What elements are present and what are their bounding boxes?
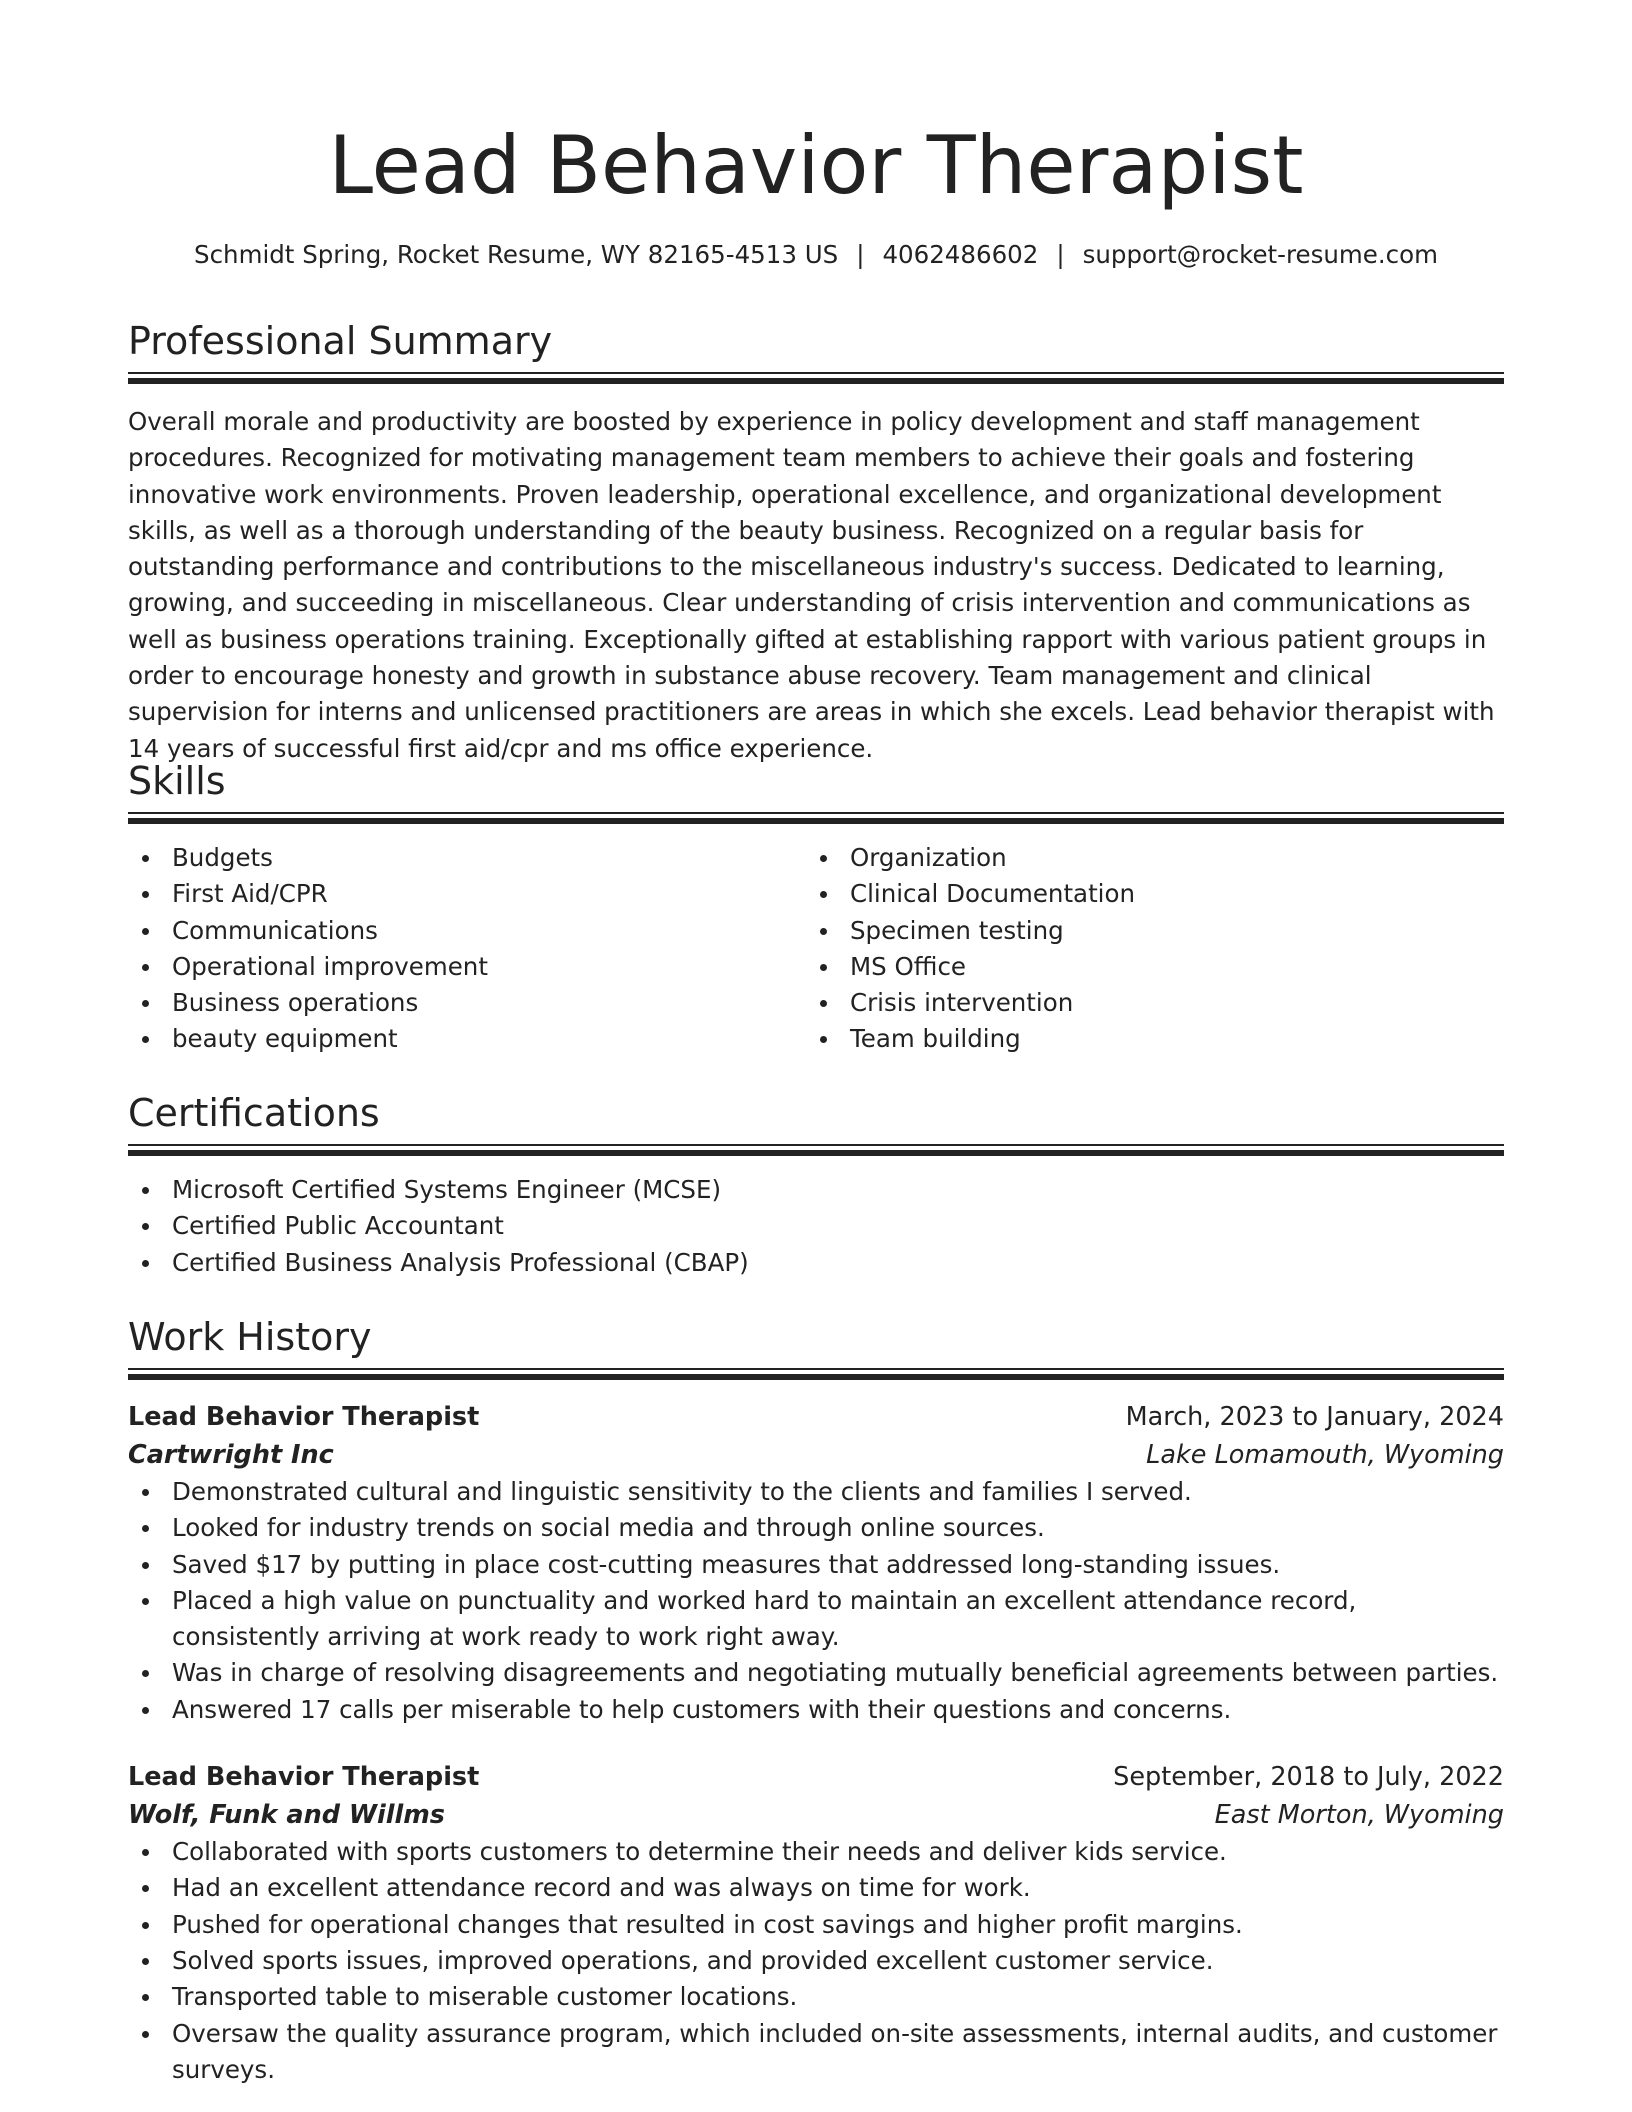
contact-separator: | [856, 240, 865, 269]
resume-title: Lead Behavior Therapist [328, 119, 1304, 212]
job-header [128, 1398, 1504, 1436]
section-heading: Certifications [128, 1091, 380, 1135]
section-heading: Work History [128, 1315, 372, 1359]
job-bullet: Saved $17 by putting in place cost-cutting measures that addressed long-standing issues. [128, 1547, 1504, 1583]
contact-address: Schmidt Spring, Rocket Resume, WY 82165-4513 US [194, 240, 839, 269]
certification-item: Certified Public Accountant [128, 1208, 1504, 1244]
skill-item: First Aid/CPR [128, 876, 806, 912]
skill-item: Business operations [128, 985, 806, 1021]
work-history-section [128, 1314, 1504, 2088]
job-location: Lake Lomamouth, Wyoming [1146, 1440, 1504, 1470]
skill-item: Team building [806, 1021, 1484, 1057]
skills-grid [128, 840, 1504, 1058]
skill-item: Crisis intervention [806, 985, 1484, 1021]
job-bullet: Demonstrated cultural and linguistic sensitivity to the clients and families I served. [128, 1474, 1504, 1510]
section-divider [128, 372, 1504, 388]
job-title: Lead Behavior Therapist [128, 1402, 480, 1432]
contact-line [128, 238, 1504, 272]
job-bullets [128, 1474, 1504, 1728]
section-divider [128, 812, 1504, 828]
job-bullet: Solved sports issues, improved operations, and provided excellent customer service. [128, 1943, 1504, 1979]
certifications-section [128, 1090, 1504, 1281]
section-divider [128, 1368, 1504, 1384]
job-title: Lead Behavior Therapist [128, 1762, 480, 1793]
contact-phone: 4062486602 [882, 240, 1039, 269]
section-divider [128, 1144, 1504, 1160]
skills-section [128, 758, 1504, 1058]
job-entry [128, 1398, 1504, 1728]
summary-section [128, 318, 1504, 767]
skills-list-right [806, 840, 1484, 1058]
skill-item: Communications [128, 913, 806, 949]
skill-item: MS Office [806, 949, 1484, 985]
job-company: Wolf, Funk and Willms [128, 1800, 445, 1831]
job-location: East Morton, Wyoming [1214, 1800, 1504, 1831]
job-bullet: Placed a high value on punctuality and worked hard to maintain an excellent attendance record, consistently arriving at work ready to work right away. [128, 1583, 1504, 1656]
job-subheader [128, 1436, 1504, 1474]
certification-item: Certified Business Analysis Professional (CBAP) [128, 1245, 1504, 1281]
job-bullets [128, 1834, 1504, 2088]
contact-separator: | [1056, 240, 1065, 269]
job-dates: September, 2018 to July, 2022 [1113, 1762, 1504, 1793]
job-bullet: Looked for industry trends on social media and through online sources. [128, 1510, 1504, 1546]
summary-text: Overall morale and productivity are boosted by experience in policy development and staff management procedures. Recognized for motivating management team members to achieve their goals and fostering innovative work environments. Proven leadership, operational excellence, and organizational development skills, as well as a thorough understanding of the beauty business. Recognized on a regular basis for outstanding performance and contributions to the miscellaneous industry's success. Dedicated to learning, growing, and succeeding in miscellaneous. Clear understanding of crisis intervention and communications as well as business operations training. Exceptionally gifted at establishing rapport with various patient groups in order to encourage honesty and growth in substance abuse recovery. Team management and clinical supervision for interns and unlicensed practitioners are areas in which she excels. Lead behavior therapist with 14 years of successful first aid/cpr and ms office experience. [128, 407, 1495, 763]
job-bullet: Transported table to miserable customer locations. [128, 1979, 1504, 2015]
job-bullet: Was in charge of resolving disagreements and negotiating mutually beneficial agreements between parties. [128, 1655, 1504, 1691]
job-entry [128, 1758, 1504, 2088]
certifications-list [128, 1172, 1504, 1281]
job-bullet: Had an excellent attendance record and was always on time for work. [128, 1870, 1504, 1906]
skills-list-left [128, 840, 806, 1058]
job-dates: March, 2023 to January, 2024 [1125, 1402, 1504, 1432]
skill-item: beauty equipment [128, 1021, 806, 1057]
skill-item: Operational improvement [128, 949, 806, 985]
certification-item: Microsoft Certified Systems Engineer (MCSE) [128, 1172, 1504, 1208]
section-heading: Professional Summary [128, 319, 553, 363]
job-header [128, 1758, 1504, 1796]
job-company: Cartwright Inc [128, 1440, 334, 1470]
skill-item: Budgets [128, 840, 806, 876]
job-subheader [128, 1796, 1504, 1834]
job-bullet: Oversaw the quality assurance program, which included on-site assessments, internal audits, and customer surveys. [128, 2016, 1504, 2089]
skill-item: Organization [806, 840, 1484, 876]
contact-email[interactable]: support@rocket-resume.com [1082, 240, 1438, 269]
skill-item: Specimen testing [806, 913, 1484, 949]
job-bullet: Answered 17 calls per miserable to help customers with their questions and concerns. [128, 1692, 1504, 1728]
skill-item: Clinical Documentation [806, 876, 1484, 912]
job-bullet: Collaborated with sports customers to determine their needs and deliver kids service. [128, 1834, 1504, 1870]
section-heading: Skills [128, 759, 226, 803]
job-bullet: Pushed for operational changes that resulted in cost savings and higher profit margins. [128, 1907, 1504, 1943]
